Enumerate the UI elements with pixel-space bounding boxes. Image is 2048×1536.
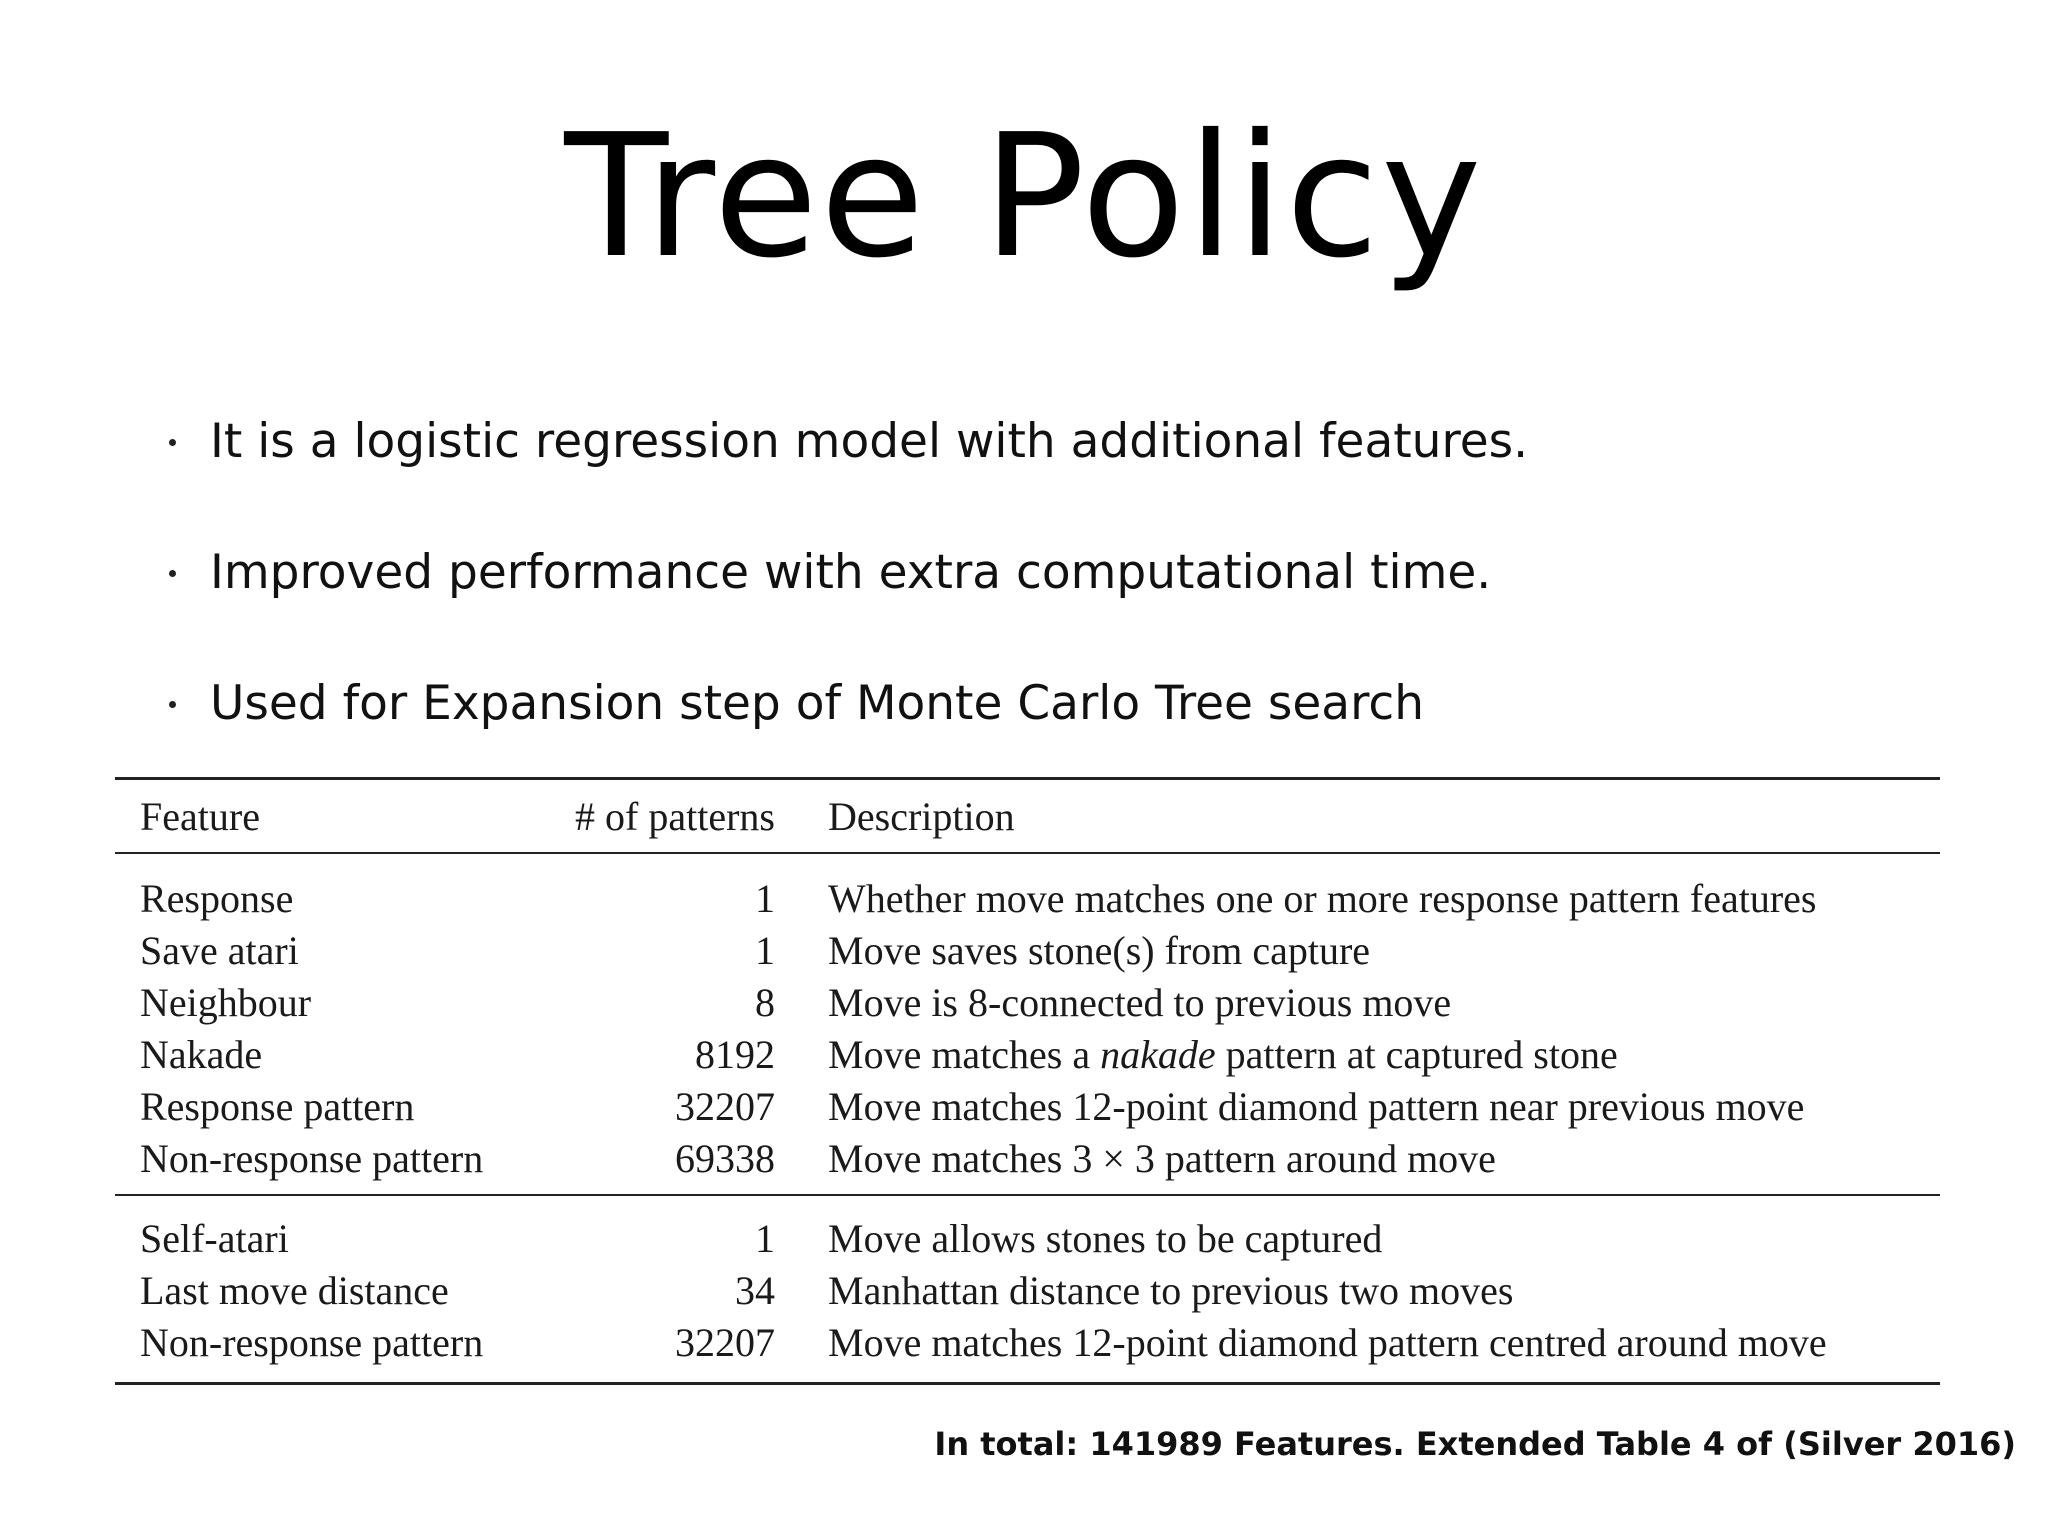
cell-feature: Save atari [140,927,299,973]
footnote-citation: In total: 141989 Features. Extended Table 4 of (Silver 2016) [934,1425,2016,1463]
header-feature: Feature [140,793,260,839]
cell-feature: Neighbour [140,979,312,1025]
bullet-text: Improved performance with extra computational time. [210,545,1492,600]
cell-description: Manhattan distance to previous two moves [828,1267,1514,1313]
header-description: Description [828,793,1015,839]
cell-feature: Non-response pattern [140,1135,484,1181]
cell-count: 1 [755,1215,775,1261]
cell-count: 8 [755,979,775,1025]
cell-feature: Non-response pattern [140,1319,484,1365]
cell-count: 69338 [675,1135,775,1181]
cell-description: Move saves stone(s) from capture [828,927,1371,973]
table-row [115,1195,1940,1264]
description-italic-term: nakade [1100,1031,1216,1077]
cell-count: 32207 [675,1319,775,1365]
cell-feature: Self-atari [140,1215,289,1261]
header-count: # of patterns [575,793,775,839]
cell-description: Move matches 3 × 3 pattern around move [828,1135,1496,1181]
bullet-item [160,412,1528,543]
cell-feature: Response pattern [140,1083,415,1129]
cell-count: 32207 [675,1083,775,1129]
table-group-secondary [115,1195,1940,1384]
feature-table [115,777,1940,1385]
cell-count: 34 [735,1267,775,1313]
bullet-dot-icon [169,439,176,446]
description-text: pattern at captured stone [1215,1031,1618,1077]
table-row [115,1132,1940,1195]
feature-table-container [115,777,1940,1385]
table-row [115,924,1940,976]
bullet-list [160,412,1528,805]
bullet-dot-icon [169,701,176,708]
cell-description: Move allows stones to be captured [828,1215,1383,1261]
cell-description: Move matches 12-point diamond pattern centred around move [828,1319,1827,1365]
description-text: Move matches a [828,1031,1101,1077]
cell-feature: Nakade [140,1031,263,1077]
table-header-row [115,779,1940,854]
cell-description [775,1028,1940,1080]
cell-description: Move matches 12-point diamond pattern near previous move [828,1083,1805,1129]
cell-feature: Response [140,875,294,921]
cell-count: 1 [755,927,775,973]
cell-count: 1 [755,875,775,921]
table-group-primary [115,853,1940,1195]
bullet-item [160,543,1528,674]
cell-count: 8192 [695,1031,775,1077]
table-row [115,1316,1940,1384]
bullet-text: It is a logistic regression model with additional features. [210,414,1529,469]
table-row [115,976,1940,1028]
slide-title: Tree Policy [564,98,1484,296]
bullet-text: Used for Expansion step of Monte Carlo Tree search [210,676,1425,731]
cell-feature: Last move distance [140,1267,449,1313]
cell-description: Move is 8-connected to previous move [828,979,1452,1025]
bullet-dot-icon [169,570,176,577]
table-row [115,1080,1940,1132]
cell-description: Whether move matches one or more response pattern features [828,875,1817,921]
table-row [115,1028,1940,1080]
table-row [115,853,1940,924]
table-row [115,1264,1940,1316]
